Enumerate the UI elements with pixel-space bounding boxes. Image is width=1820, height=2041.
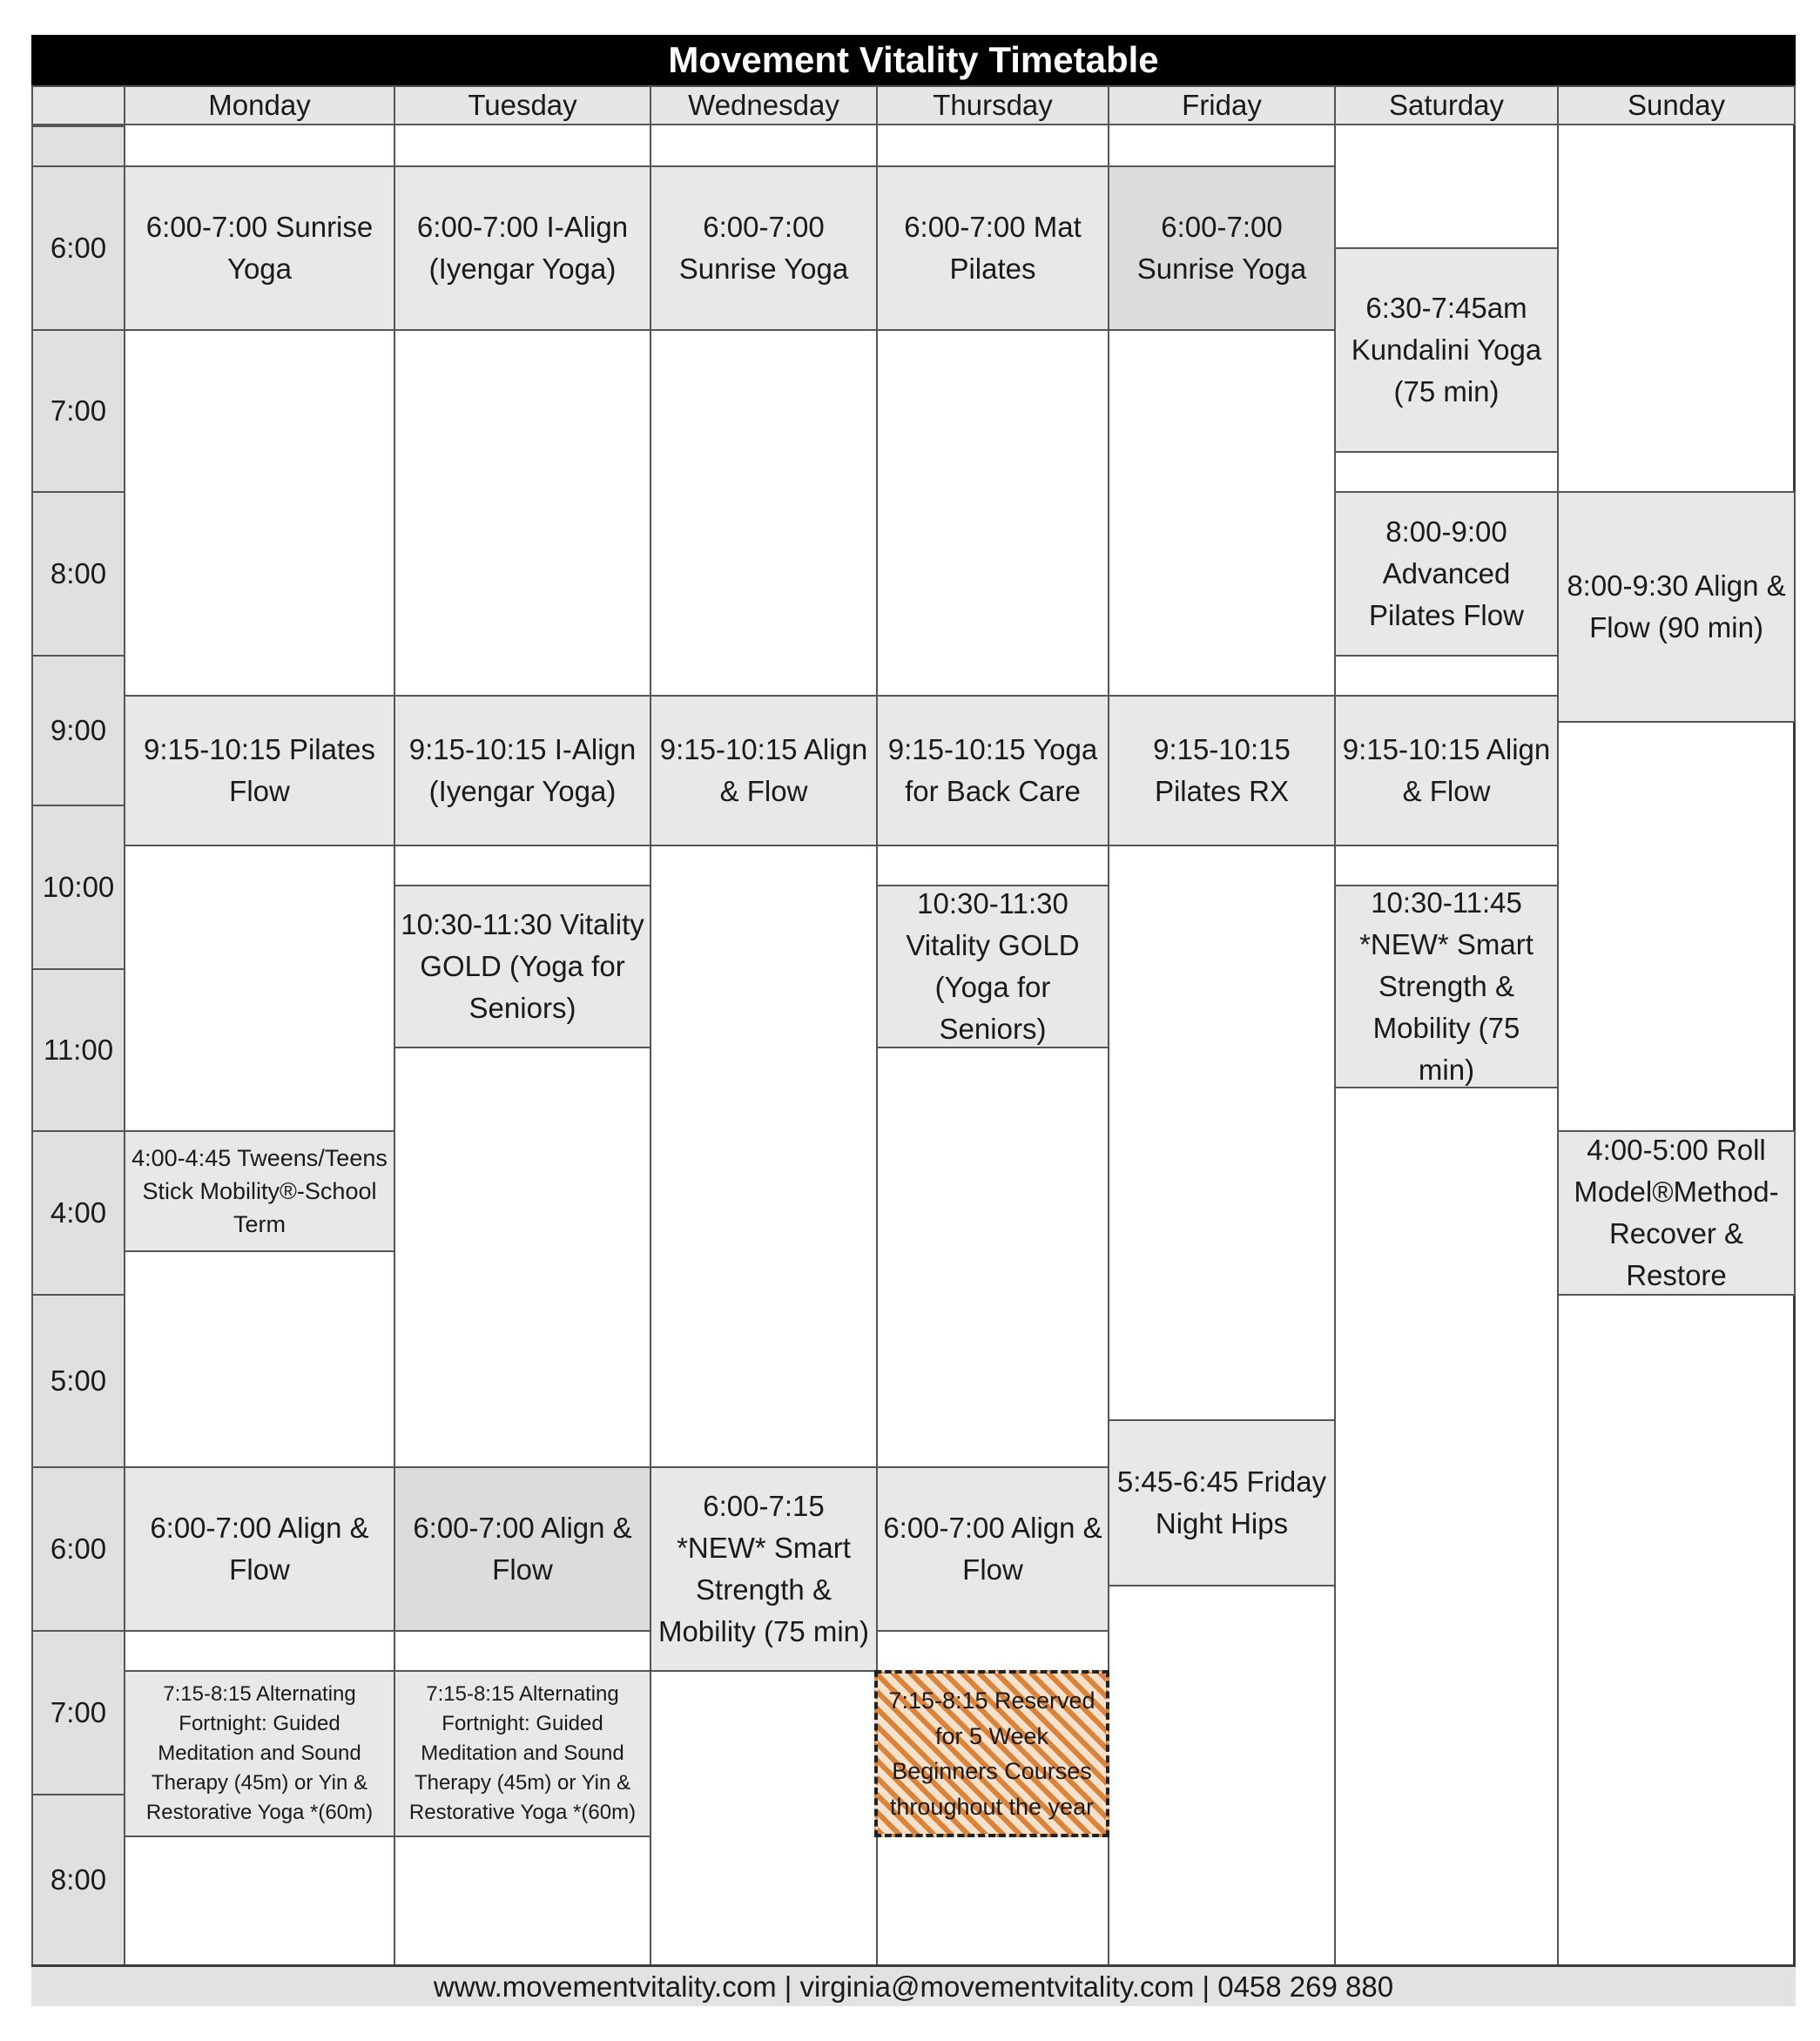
- grid-gap: [1334, 845, 1559, 886]
- time-slot: 8:00: [31, 491, 125, 657]
- time-slot: 6:00: [31, 1466, 125, 1632]
- class-block: 9:15-10:15 I-Align (Iyengar Yoga): [394, 695, 651, 846]
- contact-footer: www.movementvitality.com | virginia@movementvitality.com | 0458 269 880: [31, 1964, 1796, 2006]
- class-block: 6:00-7:00 Align & Flow: [124, 1466, 395, 1632]
- grid-gap: [876, 845, 1109, 886]
- class-block: 6:00-7:00 Sunrise Yoga: [124, 165, 395, 331]
- grid-gap: [124, 1630, 395, 1672]
- class-block: 6:00-7:00 Align & Flow: [876, 1466, 1109, 1632]
- class-block: 6:30-7:45am Kundalini Yoga (75 min): [1334, 247, 1559, 453]
- blank-row-top: [31, 125, 1108, 167]
- time-slot: 7:00: [31, 329, 125, 493]
- header-corner: [31, 85, 125, 125]
- grid-gap: [394, 1630, 651, 1672]
- class-block: 6:00-7:00 Sunrise Yoga: [1108, 165, 1336, 331]
- class-block: 5:45-6:45 Friday Night Hips: [1108, 1419, 1336, 1586]
- reserved-block: 7:15-8:15 Reserved for 5 Week Beginners Courses throughout the year: [874, 1670, 1109, 1837]
- time-slot: 8:00: [31, 1794, 125, 1966]
- time-blank: [31, 125, 125, 167]
- class-block: 6:00-7:15 *NEW* Smart Strength & Mobility (75 min): [650, 1466, 878, 1672]
- day-saturday: Saturday: [1334, 85, 1559, 125]
- day-monday: Monday: [124, 85, 395, 125]
- grid-gap: [1334, 655, 1559, 697]
- time-slot: 11:00: [31, 968, 125, 1132]
- class-block: 9:15-10:15 Align & Flow: [1334, 695, 1559, 846]
- class-block: 8:00-9:00 Advanced Pilates Flow: [1334, 491, 1559, 657]
- class-block: 10:30-11:30 Vitality GOLD (Yoga for Seniors): [394, 885, 651, 1048]
- timetable-title: Movement Vitality Timetable: [31, 35, 1796, 85]
- time-slot: 9:00: [31, 655, 125, 806]
- class-block: 9:15-10:15 Pilates Flow: [124, 695, 395, 846]
- time-slot: 4:00: [31, 1130, 125, 1296]
- day-wednesday: Wednesday: [650, 85, 878, 125]
- class-block: 8:00-9:30 Align & Flow (90 min): [1557, 491, 1796, 723]
- class-block: 7:15-8:15 Alternating Fortnight: Guided Meditation and Sound Therapy (45m) or Yin & Restorative Yoga *(60m): [124, 1670, 395, 1837]
- time-slot: 6:00: [31, 165, 125, 331]
- grid-gap: [1334, 451, 1559, 493]
- class-block: 9:15-10:15 Align & Flow: [650, 695, 878, 846]
- class-block: 6:00-7:00 Mat Pilates: [876, 165, 1109, 331]
- time-slot: 7:00: [31, 1630, 125, 1795]
- class-block: 6:00-7:00 Align & Flow: [394, 1466, 651, 1632]
- class-block: 7:15-8:15 Alternating Fortnight: Guided Meditation and Sound Therapy (45m) or Yin & Restorative Yoga *(60m): [394, 1670, 651, 1837]
- class-block: 10:30-11:30 Vitality GOLD (Yoga for Seniors): [876, 885, 1109, 1048]
- class-block: 9:15-10:15 Pilates RX: [1108, 695, 1336, 846]
- class-block: 10:30-11:45 *NEW* Smart Strength & Mobility (75 min): [1334, 885, 1559, 1088]
- day-tuesday: Tuesday: [394, 85, 651, 125]
- class-block: 9:15-10:15 Yoga for Back Care: [876, 695, 1109, 846]
- class-block: 4:00-4:45 Tweens/Teens Stick Mobility®-School Term: [124, 1130, 395, 1252]
- class-block: 6:00-7:00 I-Align (Iyengar Yoga): [394, 165, 651, 331]
- grid-gap: [876, 1630, 1109, 1672]
- time-slot: 5:00: [31, 1294, 125, 1468]
- class-block: 4:00-5:00 Roll Model®Method- Recover & Restore: [1557, 1130, 1796, 1296]
- day-friday: Friday: [1108, 85, 1336, 125]
- grid-gap: [394, 845, 651, 886]
- class-block: 6:00-7:00 Sunrise Yoga: [650, 165, 878, 331]
- day-thursday: Thursday: [876, 85, 1109, 125]
- time-slot: 10:00: [31, 805, 125, 970]
- day-sunday: Sunday: [1557, 85, 1796, 125]
